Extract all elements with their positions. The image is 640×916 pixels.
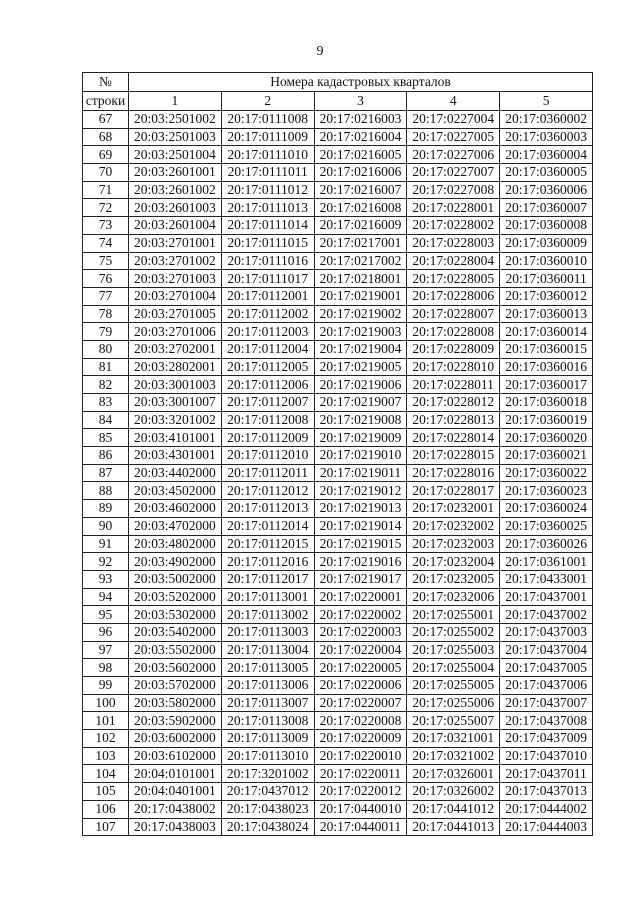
cadastral-number-cell: 20:17:0219009	[314, 429, 407, 447]
row-number-cell: 81	[83, 358, 129, 376]
cadastral-number-cell: 20:17:0232005	[407, 570, 500, 588]
cadastral-number-cell: 20:17:0111015	[221, 234, 314, 252]
cadastral-number-cell: 20:17:0437011	[500, 765, 593, 783]
cadastral-number-cell: 20:17:0360012	[500, 287, 593, 305]
cadastral-number-cell: 20:17:0360024	[500, 500, 593, 518]
table-row	[83, 553, 593, 571]
cadastral-number-cell: 20:17:0360006	[500, 181, 593, 199]
cadastral-number-cell: 20:17:0220009	[314, 730, 407, 748]
cadastral-number-cell: 20:03:6102000	[129, 747, 222, 765]
cadastral-number-cell: 20:03:2701004	[129, 287, 222, 305]
cadastral-number-cell: 20:17:0111008	[221, 111, 314, 129]
table-row	[83, 323, 593, 341]
cadastral-number-cell: 20:03:5002000	[129, 570, 222, 588]
cadastral-number-cell: 20:03:4101001	[129, 429, 222, 447]
cadastral-number-cell: 20:17:0112004	[221, 340, 314, 358]
table-row	[83, 588, 593, 606]
cadastral-number-cell: 20:17:0219016	[314, 553, 407, 571]
column-header: 2	[221, 92, 314, 111]
cadastral-number-cell: 20:17:0219001	[314, 287, 407, 305]
row-number-cell: 91	[83, 535, 129, 553]
cadastral-number-cell: 20:17:0227007	[407, 164, 500, 182]
cadastral-number-cell: 20:03:4802000	[129, 535, 222, 553]
row-number-cell: 71	[83, 181, 129, 199]
cadastral-number-cell: 20:03:5202000	[129, 588, 222, 606]
cadastral-number-cell: 20:17:0219007	[314, 394, 407, 412]
column-header: 5	[500, 92, 593, 111]
cadastral-number-cell: 20:17:0360003	[500, 128, 593, 146]
cadastral-number-cell: 20:17:0216009	[314, 217, 407, 235]
cadastral-number-cell: 20:03:4602000	[129, 500, 222, 518]
cadastral-number-cell: 20:17:0228013	[407, 411, 500, 429]
cadastral-number-cell: 20:03:4702000	[129, 517, 222, 535]
cadastral-number-cell: 20:17:0255002	[407, 623, 500, 641]
table-row	[83, 800, 593, 818]
cadastral-number-cell: 20:17:0437010	[500, 747, 593, 765]
cadastral-number-cell: 20:17:0219006	[314, 376, 407, 394]
cadastral-number-cell: 20:17:0113005	[221, 659, 314, 677]
cadastral-number-cell: 20:17:0111017	[221, 270, 314, 288]
cadastral-number-cell: 20:17:0112010	[221, 447, 314, 465]
column-header: 4	[407, 92, 500, 111]
table-row	[83, 730, 593, 748]
cadastral-number-cell: 20:17:0360010	[500, 252, 593, 270]
cadastral-number-cell: 20:03:3001007	[129, 394, 222, 412]
column-header: 1	[129, 92, 222, 111]
table-row	[83, 340, 593, 358]
cadastral-number-cell: 20:17:0112003	[221, 323, 314, 341]
cadastral-number-cell: 20:17:0219005	[314, 358, 407, 376]
cadastral-number-cell: 20:17:0113010	[221, 747, 314, 765]
cadastral-number-cell: 20:17:0255006	[407, 694, 500, 712]
cadastral-number-cell: 20:17:0438023	[221, 800, 314, 818]
cadastral-number-cell: 20:17:0220005	[314, 659, 407, 677]
table-header	[83, 73, 593, 111]
cadastral-number-cell: 20:03:5802000	[129, 694, 222, 712]
table-row	[83, 146, 593, 164]
cadastral-number-cell: 20:17:0360008	[500, 217, 593, 235]
cadastral-number-cell: 20:17:0216005	[314, 146, 407, 164]
table-row	[83, 500, 593, 518]
cadastral-number-cell: 20:17:0360023	[500, 482, 593, 500]
cadastral-number-cell: 20:17:0227004	[407, 111, 500, 129]
cadastral-number-cell: 20:17:0360004	[500, 146, 593, 164]
cadastral-number-cell: 20:17:0113009	[221, 730, 314, 748]
cadastral-number-cell: 20:17:0113008	[221, 712, 314, 730]
row-number-cell: 85	[83, 429, 129, 447]
cadastral-number-cell: 20:17:0111010	[221, 146, 314, 164]
cadastral-number-cell: 20:17:0113003	[221, 623, 314, 641]
cadastral-number-cell: 20:17:0219004	[314, 340, 407, 358]
table-row	[83, 694, 593, 712]
table-row	[83, 623, 593, 641]
table-row	[83, 199, 593, 217]
cadastral-number-cell: 20:17:0219017	[314, 570, 407, 588]
cadastral-number-cell: 20:17:0112011	[221, 464, 314, 482]
cadastral-number-cell: 20:17:0437013	[500, 783, 593, 801]
row-number-cell: 83	[83, 394, 129, 412]
cadastral-number-cell: 20:17:0360016	[500, 358, 593, 376]
cadastral-number-cell: 20:03:6002000	[129, 730, 222, 748]
cadastral-number-cell: 20:17:0232006	[407, 588, 500, 606]
cadastral-number-cell: 20:17:0441012	[407, 800, 500, 818]
table-row	[83, 677, 593, 695]
cadastral-number-cell: 20:17:0219010	[314, 447, 407, 465]
cadastral-number-cell: 20:17:0440010	[314, 800, 407, 818]
header-row-number-bottom: строки	[83, 92, 129, 111]
cadastral-number-cell: 20:17:0220007	[314, 694, 407, 712]
cadastral-number-cell: 20:17:0228012	[407, 394, 500, 412]
row-number-cell: 79	[83, 323, 129, 341]
cadastral-number-cell: 20:03:5302000	[129, 606, 222, 624]
cadastral-number-cell: 20:17:0220008	[314, 712, 407, 730]
cadastral-number-cell: 20:03:5502000	[129, 641, 222, 659]
table-row	[83, 535, 593, 553]
cadastral-number-cell: 20:17:0220004	[314, 641, 407, 659]
table-row	[83, 181, 593, 199]
cadastral-number-cell: 20:04:0401001	[129, 783, 222, 801]
cadastral-number-cell: 20:17:0361001	[500, 553, 593, 571]
cadastral-number-cell: 20:17:0360017	[500, 376, 593, 394]
cadastral-number-cell: 20:17:0112012	[221, 482, 314, 500]
cadastral-number-cell: 20:17:0360018	[500, 394, 593, 412]
cadastral-number-cell: 20:17:0440011	[314, 818, 407, 836]
cadastral-number-cell: 20:17:0219013	[314, 500, 407, 518]
cadastral-number-cell: 20:17:0360020	[500, 429, 593, 447]
cadastral-number-cell: 20:17:0112013	[221, 500, 314, 518]
cadastral-number-cell: 20:17:0220001	[314, 588, 407, 606]
row-number-cell: 101	[83, 712, 129, 730]
table-row	[83, 234, 593, 252]
cadastral-number-cell: 20:17:0216003	[314, 111, 407, 129]
cadastral-number-cell: 20:17:0437004	[500, 641, 593, 659]
cadastral-number-cell: 20:17:0112006	[221, 376, 314, 394]
cadastral-number-cell: 20:17:0219008	[314, 411, 407, 429]
cadastral-number-cell: 20:17:0111009	[221, 128, 314, 146]
cadastral-number-cell: 20:17:0360019	[500, 411, 593, 429]
cadastral-number-cell: 20:03:2701005	[129, 305, 222, 323]
cadastral-number-cell: 20:17:0220012	[314, 783, 407, 801]
cadastral-number-cell: 20:17:0111014	[221, 217, 314, 235]
cadastral-number-cell: 20:17:0437003	[500, 623, 593, 641]
row-number-cell: 93	[83, 570, 129, 588]
cadastral-number-cell: 20:17:0111016	[221, 252, 314, 270]
cadastral-number-cell: 20:17:3201002	[221, 765, 314, 783]
cadastral-number-cell: 20:17:0112014	[221, 517, 314, 535]
cadastral-number-cell: 20:17:0255005	[407, 677, 500, 695]
cadastral-number-cell: 20:17:0219002	[314, 305, 407, 323]
row-number-cell: 96	[83, 623, 129, 641]
cadastral-number-cell: 20:03:2501004	[129, 146, 222, 164]
row-number-cell: 99	[83, 677, 129, 695]
row-number-cell: 87	[83, 464, 129, 482]
row-number-cell: 84	[83, 411, 129, 429]
table-row	[83, 411, 593, 429]
table-row	[83, 606, 593, 624]
cadastral-number-cell: 20:17:0228010	[407, 358, 500, 376]
cadastral-number-cell: 20:17:0220003	[314, 623, 407, 641]
cadastral-number-cell: 20:17:0219015	[314, 535, 407, 553]
cadastral-number-cell: 20:17:0255001	[407, 606, 500, 624]
cadastral-number-cell: 20:17:0360009	[500, 234, 593, 252]
cadastral-number-cell: 20:17:0227005	[407, 128, 500, 146]
row-number-cell: 97	[83, 641, 129, 659]
table-row	[83, 217, 593, 235]
column-header: 3	[314, 92, 407, 111]
cadastral-number-cell: 20:17:0217002	[314, 252, 407, 270]
table-row	[83, 164, 593, 182]
cadastral-number-cell: 20:17:0112015	[221, 535, 314, 553]
header-row-number-top: №	[83, 73, 129, 92]
cadastral-number-cell: 20:17:0232002	[407, 517, 500, 535]
cadastral-number-cell: 20:17:0441013	[407, 818, 500, 836]
cadastral-number-cell: 20:17:0360022	[500, 464, 593, 482]
cadastral-number-cell: 20:17:0360015	[500, 340, 593, 358]
cadastral-number-cell: 20:17:0113006	[221, 677, 314, 695]
cadastral-number-cell: 20:17:0444003	[500, 818, 593, 836]
cadastral-number-cell: 20:17:0216007	[314, 181, 407, 199]
row-number-cell: 77	[83, 287, 129, 305]
cadastral-number-cell: 20:17:0220011	[314, 765, 407, 783]
cadastral-number-cell: 20:17:0437005	[500, 659, 593, 677]
table-row	[83, 482, 593, 500]
table-row	[83, 570, 593, 588]
row-number-cell: 82	[83, 376, 129, 394]
cadastral-number-cell: 20:17:0228004	[407, 252, 500, 270]
cadastral-number-cell: 20:17:0227008	[407, 181, 500, 199]
row-number-cell: 103	[83, 747, 129, 765]
cadastral-number-cell: 20:17:0219011	[314, 464, 407, 482]
row-number-cell: 86	[83, 447, 129, 465]
table-row	[83, 659, 593, 677]
cadastral-number-cell: 20:17:0360013	[500, 305, 593, 323]
row-number-cell: 102	[83, 730, 129, 748]
cadastral-number-cell: 20:17:0255007	[407, 712, 500, 730]
row-number-cell: 72	[83, 199, 129, 217]
cadastral-number-cell: 20:17:0437012	[221, 783, 314, 801]
cadastral-number-cell: 20:17:0228005	[407, 270, 500, 288]
row-number-cell: 104	[83, 765, 129, 783]
cadastral-number-cell: 20:03:2601004	[129, 217, 222, 235]
cadastral-number-cell: 20:17:0220010	[314, 747, 407, 765]
cadastral-number-cell: 20:17:0216008	[314, 199, 407, 217]
row-number-cell: 73	[83, 217, 129, 235]
cadastral-number-cell: 20:17:0113002	[221, 606, 314, 624]
cadastral-number-cell: 20:03:2601002	[129, 181, 222, 199]
cadastral-number-cell: 20:03:2501002	[129, 111, 222, 129]
header-quarter-numbers: Номера кадастровых кварталов	[129, 73, 593, 92]
cadastral-number-cell: 20:04:0101001	[129, 765, 222, 783]
cadastral-number-cell: 20:03:3201002	[129, 411, 222, 429]
cadastral-number-cell: 20:17:0228011	[407, 376, 500, 394]
cadastral-number-cell: 20:17:0228017	[407, 482, 500, 500]
cadastral-number-cell: 20:03:2701001	[129, 234, 222, 252]
cadastral-number-cell: 20:17:0232003	[407, 535, 500, 553]
cadastral-number-cell: 20:17:0360002	[500, 111, 593, 129]
row-number-cell: 98	[83, 659, 129, 677]
cadastral-number-cell: 20:17:0326002	[407, 783, 500, 801]
cadastral-number-cell: 20:03:2601003	[129, 199, 222, 217]
table-row	[83, 358, 593, 376]
cadastral-number-cell: 20:03:3001003	[129, 376, 222, 394]
cadastral-number-cell: 20:17:0321001	[407, 730, 500, 748]
cadastral-number-cell: 20:17:0112016	[221, 553, 314, 571]
table-row	[83, 641, 593, 659]
row-number-cell: 74	[83, 234, 129, 252]
cadastral-number-cell: 20:17:0360007	[500, 199, 593, 217]
cadastral-number-cell: 20:17:0113001	[221, 588, 314, 606]
cadastral-number-cell: 20:03:2601001	[129, 164, 222, 182]
cadastral-number-cell: 20:17:0227006	[407, 146, 500, 164]
cadastral-number-cell: 20:17:0433001	[500, 570, 593, 588]
cadastral-number-cell: 20:17:0111013	[221, 199, 314, 217]
cadastral-number-cell: 20:03:4301001	[129, 447, 222, 465]
cadastral-number-cell: 20:17:0438002	[129, 800, 222, 818]
table-row	[83, 252, 593, 270]
cadastral-number-cell: 20:03:4902000	[129, 553, 222, 571]
table-row	[83, 394, 593, 412]
cadastral-number-cell: 20:17:0111011	[221, 164, 314, 182]
cadastral-number-cell: 20:17:0219003	[314, 323, 407, 341]
table-row	[83, 818, 593, 836]
row-number-cell: 70	[83, 164, 129, 182]
cadastral-number-cell: 20:17:0360005	[500, 164, 593, 182]
row-number-cell: 90	[83, 517, 129, 535]
cadastral-number-cell: 20:17:0228007	[407, 305, 500, 323]
cadastral-number-cell: 20:17:0326001	[407, 765, 500, 783]
cadastral-number-cell: 20:17:0438003	[129, 818, 222, 836]
cadastral-number-cell: 20:17:0113004	[221, 641, 314, 659]
row-number-cell: 106	[83, 800, 129, 818]
row-number-cell: 107	[83, 818, 129, 836]
row-number-cell: 88	[83, 482, 129, 500]
cadastral-number-cell: 20:17:0437006	[500, 677, 593, 695]
cadastral-number-cell: 20:17:0112002	[221, 305, 314, 323]
table-row	[83, 447, 593, 465]
row-number-cell: 78	[83, 305, 129, 323]
cadastral-number-cell: 20:17:0437002	[500, 606, 593, 624]
row-number-cell: 75	[83, 252, 129, 270]
cadastral-number-cell: 20:17:0360014	[500, 323, 593, 341]
cadastral-number-cell: 20:17:0444002	[500, 800, 593, 818]
cadastral-number-cell: 20:17:0255004	[407, 659, 500, 677]
cadastral-number-cell: 20:17:0360011	[500, 270, 593, 288]
cadastral-number-cell: 20:17:0219012	[314, 482, 407, 500]
cadastral-number-cell: 20:17:0112005	[221, 358, 314, 376]
cadastral-number-cell: 20:17:0232004	[407, 553, 500, 571]
cadastral-quarters-table	[82, 72, 593, 836]
cadastral-number-cell: 20:03:2701003	[129, 270, 222, 288]
table-row	[83, 464, 593, 482]
table-row	[83, 287, 593, 305]
table-row	[83, 517, 593, 535]
cadastral-number-cell: 20:17:0228014	[407, 429, 500, 447]
cadastral-number-cell: 20:03:2501003	[129, 128, 222, 146]
cadastral-number-cell: 20:17:0232001	[407, 500, 500, 518]
table-row	[83, 765, 593, 783]
row-number-cell: 69	[83, 146, 129, 164]
row-number-cell: 105	[83, 783, 129, 801]
cadastral-number-cell: 20:17:0437007	[500, 694, 593, 712]
cadastral-number-cell: 20:17:0228002	[407, 217, 500, 235]
cadastral-number-cell: 20:17:0112009	[221, 429, 314, 447]
cadastral-number-cell: 20:17:0228008	[407, 323, 500, 341]
cadastral-number-cell: 20:17:0111012	[221, 181, 314, 199]
row-number-cell: 76	[83, 270, 129, 288]
table-row	[83, 305, 593, 323]
page-number: 9	[316, 44, 324, 59]
cadastral-number-cell: 20:03:2802001	[129, 358, 222, 376]
table-row	[83, 128, 593, 146]
cadastral-number-cell: 20:17:0216004	[314, 128, 407, 146]
cadastral-number-cell: 20:17:0438024	[221, 818, 314, 836]
cadastral-number-cell: 20:17:0219014	[314, 517, 407, 535]
cadastral-number-cell: 20:03:5602000	[129, 659, 222, 677]
row-number-cell: 80	[83, 340, 129, 358]
row-number-cell: 92	[83, 553, 129, 571]
cadastral-number-cell: 20:03:4502000	[129, 482, 222, 500]
table-row	[83, 712, 593, 730]
cadastral-number-cell: 20:03:5402000	[129, 623, 222, 641]
cadastral-number-cell: 20:17:0228003	[407, 234, 500, 252]
cadastral-number-cell: 20:17:0228015	[407, 447, 500, 465]
table-row	[83, 376, 593, 394]
row-number-cell: 68	[83, 128, 129, 146]
table-row	[83, 747, 593, 765]
cadastral-number-cell: 20:17:0437008	[500, 712, 593, 730]
cadastral-number-cell: 20:17:0228001	[407, 199, 500, 217]
cadastral-number-cell: 20:17:0437001	[500, 588, 593, 606]
row-number-cell: 95	[83, 606, 129, 624]
cadastral-number-cell: 20:03:5702000	[129, 677, 222, 695]
row-number-cell: 100	[83, 694, 129, 712]
cadastral-number-cell: 20:17:0112001	[221, 287, 314, 305]
cadastral-number-cell: 20:17:0113007	[221, 694, 314, 712]
cadastral-number-cell: 20:17:0255003	[407, 641, 500, 659]
table-row	[83, 783, 593, 801]
cadastral-number-cell: 20:17:0112008	[221, 411, 314, 429]
row-number-cell: 89	[83, 500, 129, 518]
cadastral-number-cell: 20:17:0360025	[500, 517, 593, 535]
table-row	[83, 429, 593, 447]
cadastral-number-cell: 20:17:0360026	[500, 535, 593, 553]
cadastral-number-cell: 20:17:0228009	[407, 340, 500, 358]
cadastral-number-cell: 20:03:5902000	[129, 712, 222, 730]
cadastral-number-cell: 20:17:0216006	[314, 164, 407, 182]
cadastral-number-cell: 20:17:0217001	[314, 234, 407, 252]
cadastral-number-cell: 20:17:0220002	[314, 606, 407, 624]
cadastral-number-cell: 20:03:4402000	[129, 464, 222, 482]
cadastral-number-cell: 20:17:0112007	[221, 394, 314, 412]
cadastral-number-cell: 20:03:2701002	[129, 252, 222, 270]
cadastral-number-cell: 20:17:0360021	[500, 447, 593, 465]
row-number-cell: 67	[83, 111, 129, 129]
cadastral-number-cell: 20:17:0321002	[407, 747, 500, 765]
cadastral-number-cell: 20:03:2702001	[129, 340, 222, 358]
cadastral-number-cell: 20:17:0228006	[407, 287, 500, 305]
table-row	[83, 270, 593, 288]
cadastral-number-cell: 20:17:0220006	[314, 677, 407, 695]
cadastral-number-cell: 20:17:0228016	[407, 464, 500, 482]
table-row	[83, 111, 593, 129]
cadastral-number-cell: 20:17:0112017	[221, 570, 314, 588]
cadastral-number-cell: 20:17:0218001	[314, 270, 407, 288]
table-body	[83, 111, 593, 836]
cadastral-number-cell: 20:03:2701006	[129, 323, 222, 341]
cadastral-number-cell: 20:17:0437009	[500, 730, 593, 748]
row-number-cell: 94	[83, 588, 129, 606]
